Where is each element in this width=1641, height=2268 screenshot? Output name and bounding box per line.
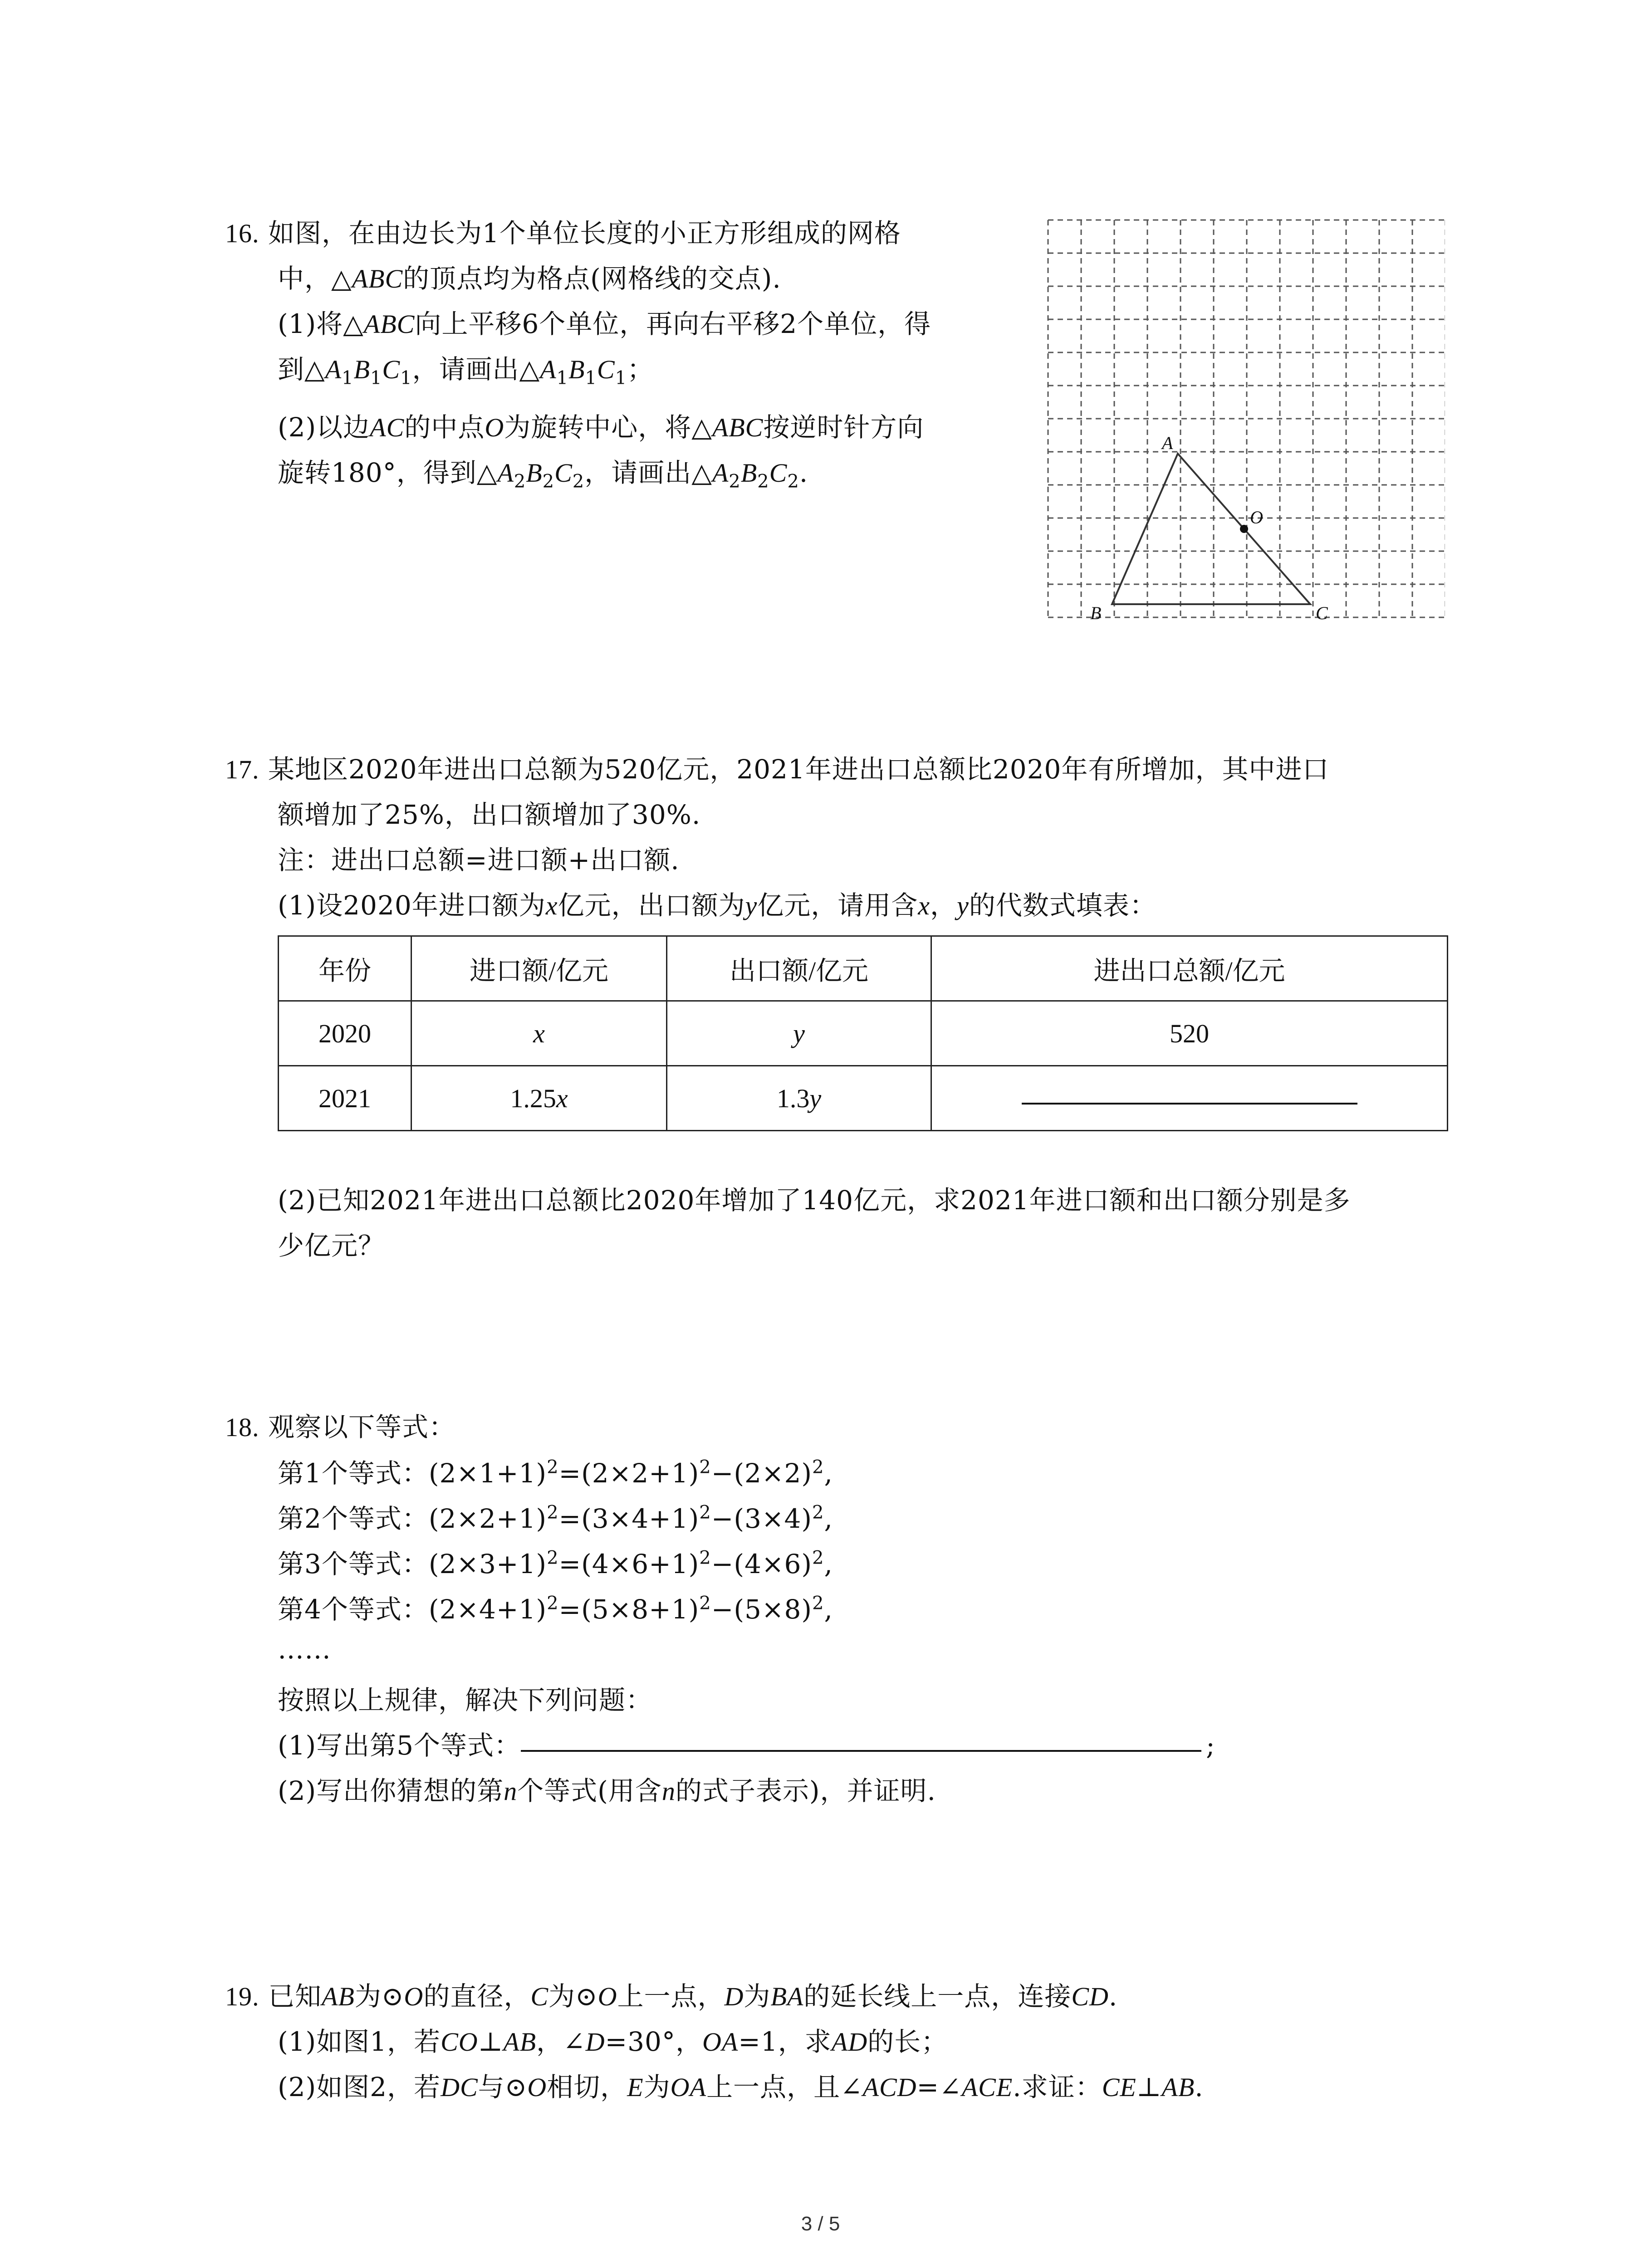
q18-eq3: 第3个等式：$(2\times 3+1)^2=(4\times 6+1)^2-(4\times 6)^2$, <box>278 1547 833 1579</box>
q16-text-1: 如图，在由边长为1个单位长度的小正方形组成的网格 <box>268 218 901 249</box>
grid-lines <box>1048 220 1445 617</box>
table-cell: 2020 <box>279 1001 411 1066</box>
q18-eq1: 第1个等式：$(2\times 1+1)^2=(2\times 2+1)^2-(2\times 2)^2$, <box>278 1457 833 1489</box>
table-cell: 1.25x <box>411 1066 667 1131</box>
q16-part2-line2: 旋转180°，得到$\triangle A_2B_2C_2$，请画出$\triangle A_2B_2C_2$. <box>278 457 808 492</box>
q16-part1-line2: 到$\triangle A_1B_1C_1$，请画出$\triangle A_1B_1C_1$； <box>278 354 654 389</box>
label-c: C <box>1316 603 1328 621</box>
table-cell: 520 <box>931 1001 1448 1066</box>
q18-part2: (2)写出你猜想的第n个等式(用含n的式子表示)，并证明. <box>278 1775 936 1806</box>
q17-part1: (1)设2020年进口额为x亿元，出口额为y亿元，请用含x，y的代数式填表： <box>278 890 1156 921</box>
q19-part2: (2)如图2，若DC与⊙O相切，E为OA上一点，且∠ACD=∠ACE.求证：CE⊥AB. <box>278 2072 1204 2102</box>
label-a: A <box>1162 433 1173 453</box>
table-cell: y <box>667 1001 931 1066</box>
q17-part2-line1: (2)已知2021年进出口总额比2020年增加了140亿元，求2021年进口额和出口额分别是多 <box>278 1185 1351 1216</box>
q18-intro: 18. 观察以下等式： <box>225 1412 456 1442</box>
q16-number: 16. <box>225 219 260 248</box>
q16-part1-line1: (1)将△ABC向上平移6个单位，再向右平移2个单位，得 <box>278 308 931 339</box>
answer-blank-cell[interactable] <box>931 1066 1448 1131</box>
table-cell: x <box>411 1001 667 1066</box>
q18-part1: (1)写出第5个等式： ; <box>278 1730 1215 1761</box>
label-o: O <box>1250 507 1263 528</box>
q17-part2-line2: 少亿元？ <box>278 1230 385 1261</box>
q18-rule: 按照以上规律，解决下列问题： <box>278 1685 653 1716</box>
table-header-cell: 年份 <box>279 936 411 1001</box>
q16-line2: 中，△ABC的顶点均为格点(网格线的交点). <box>278 263 781 294</box>
q18-eq2: 第2个等式：$(2\times 2+1)^2=(3\times 4+1)^2-(3\times 4)^2$, <box>278 1502 833 1534</box>
q18-ellipsis: …… <box>278 1634 331 1665</box>
midpoint-o <box>1240 525 1248 533</box>
fifth-equation-blank[interactable] <box>521 1750 1201 1752</box>
q19-part1: (1)如图1，若CO⊥AB，∠D=30°，OA=1，求AD的长； <box>278 2026 948 2057</box>
page-number: 3 / 5 <box>801 2213 840 2235</box>
q18-number: 18. <box>225 1413 260 1442</box>
grid-figure <box>1046 218 1445 623</box>
grid-figure-svg <box>1046 218 1445 621</box>
q18-eq4: 第4个等式：$(2\times 4+1)^2=(5\times 8+1)^2-(5\times 8)^2$, <box>278 1593 833 1625</box>
table-row <box>279 1001 1448 1066</box>
table-cell: 2021 <box>279 1066 411 1131</box>
q19-number: 19. <box>225 1982 260 2011</box>
q17-line1: 17. 某地区2020年进出口总额为520亿元，2021年进出口总额比2020年有所增加，其中进口 <box>225 754 1329 785</box>
q17-number: 17. <box>225 755 260 784</box>
q17-line2: 额增加了25%，出口额增加了30%. <box>278 799 701 830</box>
label-b: B <box>1090 603 1102 621</box>
table-header-cell: 进出口总额/亿元 <box>931 936 1448 1001</box>
q17-note: 注：进出口总额=进口额+出口额. <box>278 845 680 875</box>
table-header-cell: 出口额/亿元 <box>667 936 931 1001</box>
answer-blank[interactable] <box>1022 1103 1357 1105</box>
table-cell: 1.3y <box>667 1066 931 1131</box>
q17-table <box>278 935 1448 1131</box>
table-header-row <box>279 936 1448 1001</box>
q16-line1 <box>225 217 901 250</box>
q19-line1: 19. 已知AB为⊙O的直径，C为⊙O上一点，D为BA的延长线上一点，连接CD. <box>225 1981 1118 2012</box>
table-header-cell: 进口额/亿元 <box>411 936 667 1001</box>
table-row <box>279 1066 1448 1131</box>
q16-part2-line1: (2)以边AC的中点O为旋转中心，将△ABC按逆时针方向 <box>278 412 924 443</box>
